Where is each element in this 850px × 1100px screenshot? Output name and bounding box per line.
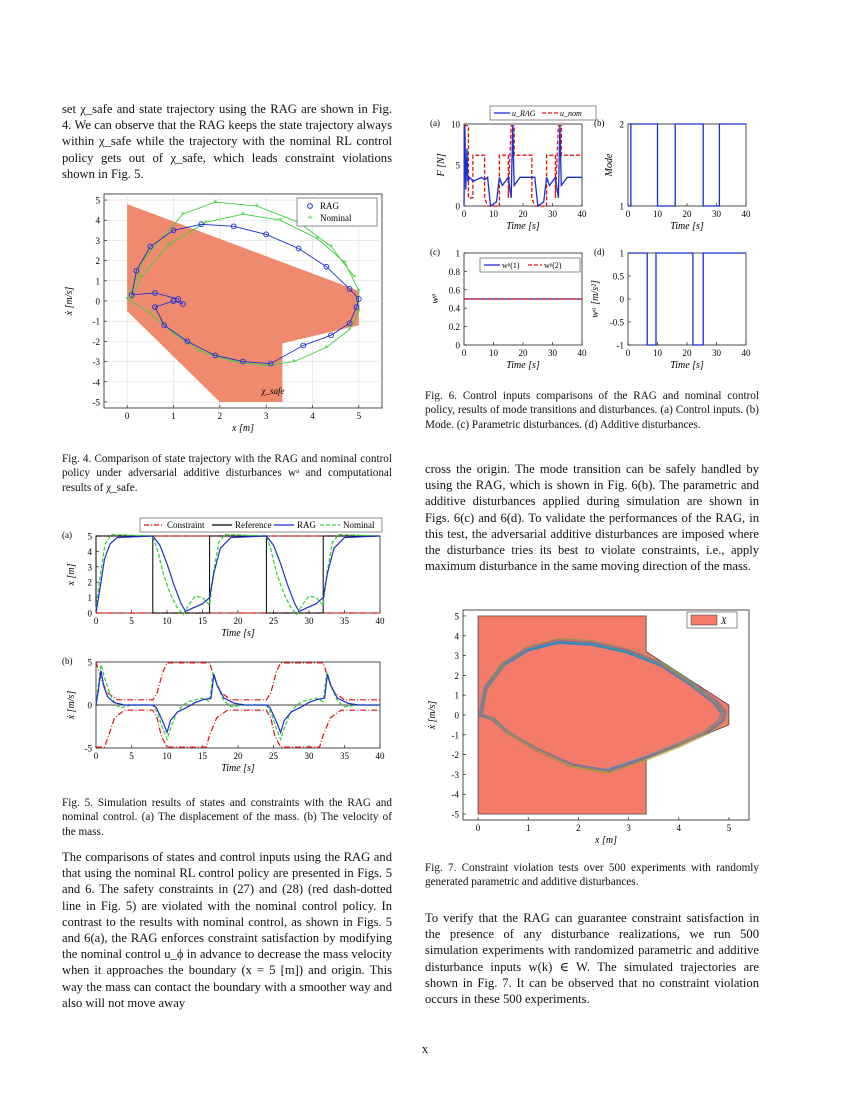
- fig7-legend-label: X: [721, 616, 727, 626]
- fig6c-tick-label-x: 30: [548, 348, 557, 358]
- fig5b-tick-label-x: 5: [129, 751, 134, 761]
- fig6a-panel-label: (a): [430, 118, 440, 128]
- fig6b-tick-label-x: 20: [682, 209, 692, 219]
- fig4-nominal-marker: *: [231, 357, 236, 367]
- fig4-tick-label-x: 4: [310, 411, 315, 421]
- fig4-safe-set-region: [127, 204, 359, 402]
- page-number: x: [421, 1042, 429, 1056]
- fig4-tick-label-y: -5: [92, 397, 100, 408]
- fig5a-tick-label-x: 30: [304, 616, 314, 626]
- fig5a-axes-frame: [96, 536, 380, 613]
- fig6d-tick-label-y: 0: [619, 294, 624, 305]
- fig6b-tick-label-x: 30: [712, 209, 721, 219]
- fig5b-tick-label-y: 5: [87, 657, 92, 668]
- fig5a-tick-label-y: 2: [87, 577, 92, 588]
- fig6a-tick-label-x: 10: [489, 209, 498, 219]
- fig6c-tick-label-x: 20: [518, 348, 528, 358]
- fig6a-tick-label-y: 5: [455, 160, 460, 171]
- fig6b-tick-label-y: 1: [619, 201, 624, 212]
- fig5b-ylabel: ẋ [m/s]: [66, 690, 77, 720]
- fig7-tick-label-x: 1: [525, 823, 531, 833]
- fig4-legend-nominal-label: Nominal: [320, 213, 352, 223]
- fig5a-tick-label-x: 25: [269, 616, 278, 626]
- figure-5: [62, 514, 392, 788]
- fig5a-tick-label-y: 5: [87, 531, 92, 542]
- fig6d-tick-label-x: 30: [712, 348, 721, 358]
- fig4-tick-label-y: 2: [95, 256, 100, 267]
- fig6c-panel-label: (c): [430, 247, 440, 257]
- figure-7: [425, 602, 759, 852]
- fig7-tick-label-y: 5: [454, 611, 459, 622]
- fig4-nominal-marker: *: [356, 307, 361, 317]
- fig6a-tick-label-x: 0: [461, 209, 467, 219]
- fig4-legend-rag-label: RAG: [320, 201, 340, 211]
- paragraph-4: To verify that the RAG can guarantee constraint satisfaction in the presence of any disturbance realizations, we run 500 simulation experiments with randomized parametric and additive disturbance inputs w(k) ∈ W. The simulated trajectories are shown in Fig. 7. It can be observed that no constraint violation occurs in these 500 experiments.: [425, 911, 759, 1007]
- fig5b-tick-label-x: 10: [162, 751, 172, 761]
- fig7-tick-label-x: 4: [676, 823, 682, 833]
- fig7-xlabel: x [m]: [595, 835, 617, 846]
- fig6b-panel-label: (b): [594, 118, 605, 128]
- figure-5-plot: [62, 514, 392, 788]
- fig4-tick-label-y: -1: [92, 316, 100, 327]
- figure-6-caption: Fig. 6. Control inputs comparisons of the RAG and nominal control policy, results of mode transitions and disturbances. (a) Control inputs. (b) Mode. (c) Parametric disturbances. (d) Additive disturbances.: [425, 390, 759, 431]
- fig5a-rag-line: [96, 536, 380, 613]
- fig4-ylabel: ẋ [m/s]: [64, 286, 75, 316]
- fig7-legend: [687, 612, 737, 628]
- fig4-tick-label-y: 4: [95, 215, 100, 226]
- fig7-tick-label-y: -1: [451, 730, 459, 741]
- fig4-nominal-marker: *: [342, 258, 347, 268]
- fig6c-legend: [480, 258, 580, 272]
- fig7-tick-label-y: 0: [454, 710, 459, 721]
- figure-4-plot: [62, 184, 392, 440]
- fig6a-legend-nom-label: u_nom: [560, 109, 582, 118]
- fig6c-tick-label-y: 1: [455, 248, 460, 259]
- fig5b-tick-label-y: 0: [87, 700, 92, 711]
- fig6d-tick-label-x: 10: [653, 348, 662, 358]
- fig5a-xlabel: Time [s]: [221, 628, 255, 639]
- fig4-tick-label-y: -4: [92, 377, 100, 388]
- fig6d-tick-label-y: 0.5: [612, 271, 624, 282]
- fig5-legend-label-2: RAG: [297, 520, 317, 530]
- fig6a-nominal-line: [464, 126, 582, 206]
- fig4-tick-label-y: -3: [92, 357, 100, 368]
- fig6b-tick-label-x: 40: [741, 209, 751, 219]
- fig5b-tick-label-y: -5: [84, 743, 92, 754]
- fig4-nominal-marker: *: [143, 252, 148, 262]
- fig4-nominal-marker: *: [203, 218, 208, 228]
- fig6d-tick-label-x: 40: [741, 348, 751, 358]
- fig6d-tick-label-y: -0.5: [609, 317, 624, 328]
- fig5b-rag-line: [96, 671, 380, 733]
- fig4-tick-label-y: -2: [92, 336, 100, 347]
- fig6b-xlabel: Time [s]: [670, 221, 704, 232]
- fig5-legend-label-3: Nominal: [343, 520, 375, 530]
- fig5b-tick-label-x: 15: [198, 751, 207, 761]
- fig7-tick-label-y: 1: [454, 690, 459, 701]
- fig6d-xlabel: Time [s]: [670, 360, 704, 371]
- fig4-tick-label-x: 3: [263, 411, 269, 421]
- figure-7-plot: [425, 602, 759, 852]
- figure-6-plot: [424, 100, 764, 375]
- fig6b-axes-frame: [628, 124, 746, 206]
- fig6d-tick-label-y: 1: [619, 248, 624, 259]
- paragraph-2: The comparisons of states and control inputs using the RAG and that using the nominal RL control policy are presented in Figs. 5 and 6. The safety constraints in (27) and (28) (red dash-dotted line in Fig. 5) are violated with the nominal control policy. In contrast to the results with nominal control, as shown in Figs. 5 and 6(a), the RAG enforces constraint satisfaction by modifying the nominal control u_ϕ in advance to decrease the mass velocity when it approaches the boundary (x = 5 [m]) and origin. This way the mass can contact the boundary with a smoother way and also will not move away: [62, 850, 392, 1010]
- fig4-tick-label-x: 1: [171, 411, 176, 421]
- fig6a-rag-line: [464, 126, 582, 206]
- fig4-nominal-marker: *: [213, 198, 218, 208]
- fig6a-tick-label-y: 0: [455, 201, 460, 212]
- fig6c-tick-label-x: 10: [489, 348, 498, 358]
- fig6d-panel-label: (d): [594, 247, 605, 257]
- fig7-tick-label-y: 2: [454, 670, 459, 681]
- fig5-legend-label-0: Constraint: [167, 520, 205, 530]
- fig4-tick-label-x: 5: [356, 411, 362, 421]
- fig5b-tick-label-x: 35: [340, 751, 349, 761]
- figure-4: [62, 184, 392, 440]
- fig4-tick-label-y: 1: [95, 276, 100, 287]
- fig4-nominal-marker: *: [356, 286, 361, 296]
- fig4-xlabel: x [m]: [232, 423, 254, 434]
- fig5a-tick-label-y: 3: [87, 562, 92, 573]
- figure-7-caption: Fig. 7. Constraint violation tests over 500 experiments with randomly generated parametric and additive disturbances.: [425, 862, 759, 889]
- fig6d-ylabel: wᵃ [m/s²]: [590, 280, 601, 318]
- fig6c-tick-label-y: 0.8: [448, 266, 460, 277]
- fig4-nominal-marker: *: [347, 325, 352, 335]
- fig5b-tick-label-x: 25: [269, 751, 278, 761]
- figure-4-caption: Fig. 4. Comparison of state trajectory with the RAG and nominal control policy under adversarial additive disturbances wᵃ and computational results of χ_safe.: [62, 453, 392, 494]
- fig5a-nominal-line: [96, 535, 380, 615]
- fig5a-tick-label-x: 10: [162, 616, 172, 626]
- fig6a-ylabel: F [N]: [436, 153, 447, 177]
- fig4-tick-label-x: 0: [124, 411, 130, 421]
- fig7-tick-label-x: 0: [475, 823, 481, 833]
- fig6d-wa-line: [628, 253, 746, 345]
- fig7-tick-label-x: 5: [726, 823, 732, 833]
- fig6a-tick-label-x: 30: [548, 209, 557, 219]
- fig6a-legend-rag-label: u_RAG: [512, 109, 536, 118]
- fig5a-tick-label-x: 35: [340, 616, 349, 626]
- fig5a-tick-label-y: 4: [87, 546, 92, 557]
- fig5b-panel-label: (b): [62, 656, 73, 666]
- fig6a-legend: [490, 106, 596, 120]
- fig7-tick-label-y: -3: [451, 769, 459, 780]
- fig6a-tick-label-x: 40: [577, 209, 587, 219]
- fig6c-tick-label-x: 0: [461, 348, 467, 358]
- fig6c-tick-label-y: 0: [455, 340, 460, 351]
- fig4-nominal-marker: *: [324, 343, 329, 353]
- fig4-tick-label-y: 3: [95, 235, 100, 246]
- fig5a-tick-label-y: 0: [87, 608, 92, 619]
- fig6c-legend-w1-label: wᵖ(1): [502, 261, 520, 270]
- fig5b-constraint-upper: [96, 662, 380, 700]
- fig7-tick-label-y: 4: [454, 631, 459, 642]
- figure-5-caption: Fig. 5. Simulation results of states and constraints with the RAG and nominal control. (a) The displacement of the mass. (b) The velocity of the mass.: [62, 797, 392, 838]
- fig7-tick-label-x: 2: [576, 823, 581, 833]
- fig6a-xlabel: Time [s]: [506, 221, 540, 232]
- fig6b-tick-label-y: 2: [619, 119, 624, 130]
- fig4-nominal-marker: *: [352, 272, 357, 282]
- fig4-tick-label-y: 0: [95, 296, 100, 307]
- fig4-nominal-marker: *: [241, 210, 245, 220]
- fig5a-panel-label: (a): [62, 530, 72, 540]
- fig4-nominal-marker: *: [291, 357, 296, 367]
- fig7-tick-label-y: -4: [451, 789, 459, 800]
- fig4-legend-nominal-marker: *: [307, 214, 313, 224]
- fig6c-tick-label-x: 40: [577, 348, 587, 358]
- fig4-nominal-marker: *: [148, 309, 153, 319]
- fig6b-tick-label-x: 10: [653, 209, 662, 219]
- paragraph-1: set χ_safe and state trajectory using the RAG are shown in Fig. 4. We can observe that the RAG keeps the state trajectory always within χ_safe while the trajectory with the nominal RL control policy gets out of χ_safe, which leads constraint violations shown in Fig. 5.: [62, 102, 392, 181]
- fig7-tick-label-y: -2: [451, 750, 459, 761]
- fig6c-legend-w2-label: wᵖ(2): [544, 261, 562, 270]
- fig5b-tick-label-x: 0: [93, 751, 99, 761]
- fig6d-tick-label-x: 20: [682, 348, 692, 358]
- fig5-legend: [140, 518, 382, 532]
- fig6c-tick-label-y: 0.2: [448, 322, 460, 333]
- fig4-nominal-marker: *: [139, 272, 144, 282]
- fig5a-tick-label-x: 20: [233, 616, 243, 626]
- fig4-nominal-marker: *: [254, 202, 259, 212]
- fig5a-ylabel: x [m]: [66, 563, 77, 586]
- fig5b-nominal-line: [96, 665, 380, 740]
- fig4-nominal-marker: *: [125, 294, 130, 304]
- fig6b-ylabel: Mode: [604, 153, 615, 177]
- fig7-tick-label-y: 3: [454, 651, 459, 662]
- paragraph-3: cross the origin. The mode transition can be safely handled by using the RAG, which is shown in Fig. 6(b). The parametric and additive disturbances applied during simulation are shown in Figs. 6(c) and 6(d). To validate the performances of the RAG, in this test, the adversarial additive disturbances are imposed where the disturbance tries its best to violate constraints, i.e., apply maximum disturbance in the same moving direction of the mass.: [425, 462, 759, 574]
- fig7-tick-label-x: 3: [626, 823, 631, 833]
- fig6c-tick-label-y: 0.4: [448, 303, 460, 314]
- fig5b-tick-label-x: 30: [304, 751, 314, 761]
- fig5a-tick-label-x: 15: [198, 616, 207, 626]
- fig4-nominal-marker: *: [315, 234, 320, 244]
- fig4-nominal-marker: *: [171, 329, 176, 339]
- fig4-tick-label-y: 5: [95, 195, 100, 206]
- fig5a-tick-label-x: 0: [93, 616, 99, 626]
- figure-6: [424, 100, 764, 375]
- fig6b-mode-line: [628, 124, 746, 206]
- fig5a-reference-line: [96, 536, 380, 613]
- fig4-nominal-marker: *: [264, 361, 269, 371]
- fig4-safe-set-label: χ_safe: [261, 385, 285, 396]
- fig5b-constraint-lower: [96, 710, 380, 747]
- fig4-legend: [297, 198, 377, 226]
- fig4-nominal-marker: *: [199, 347, 204, 357]
- fig4-nominal-marker: *: [166, 240, 171, 250]
- fig4-nominal-marker: *: [180, 210, 185, 220]
- fig5b-tick-label-x: 40: [375, 751, 385, 761]
- fig5b-xlabel: Time [s]: [221, 763, 255, 774]
- fig6c-xlabel: Time [s]: [506, 360, 540, 371]
- fig6a-tick-label-y: 10: [451, 119, 460, 130]
- fig7-ylabel: ẋ [m/s]: [427, 700, 438, 730]
- fig5a-tick-label-x: 40: [375, 616, 385, 626]
- fig6d-tick-label-x: 0: [625, 348, 631, 358]
- fig4-tick-label-x: 2: [217, 411, 223, 421]
- fig5b-tick-label-x: 20: [233, 751, 243, 761]
- fig4-nominal-marker: *: [129, 294, 134, 304]
- fig6a-axes-frame: [464, 124, 582, 206]
- fig6d-tick-label-y: -1: [616, 340, 624, 351]
- fig6c-ylabel: wᵖ: [430, 294, 441, 304]
- fig4-nominal-marker: *: [329, 242, 334, 252]
- fig4-nominal-marker: *: [278, 216, 283, 226]
- fig6a-tick-label-x: 20: [518, 209, 528, 219]
- fig5a-tick-label-y: 1: [87, 593, 92, 604]
- fig6d-axes-frame: [628, 253, 746, 345]
- fig6b-tick-label-x: 0: [625, 209, 631, 219]
- fig7-legend-swatch: [691, 615, 717, 625]
- fig7-tick-label-y: -5: [451, 809, 459, 820]
- fig6c-tick-label-y: 0.6: [448, 285, 460, 296]
- fig5-legend-label-1: Reference: [235, 520, 272, 530]
- fig5a-tick-label-x: 5: [129, 616, 134, 626]
